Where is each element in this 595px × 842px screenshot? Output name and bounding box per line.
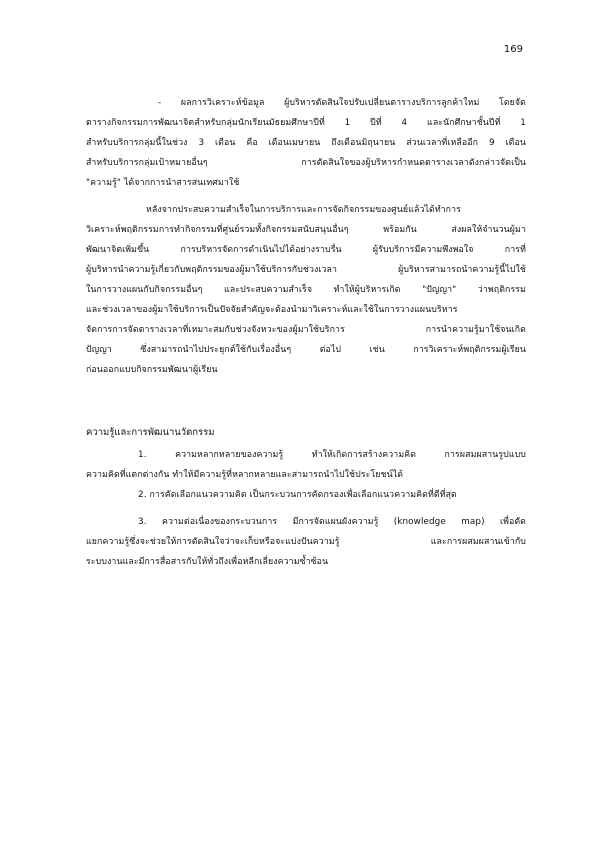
- text-line: ในการวางแผนกับกิจกรรมอื่นๆ และประสบความสำเร็จ ทำให้ผู้บริหารเกิด "ปัญญา" ว่าพฤติกรรม: [86, 285, 526, 295]
- text-line: จัดการการจัดตารางเวลาที่เหมาะสมกับช่วงจังหวะของผู้มาใช้บริการ การนำความรู้มาใช้จนเกิด: [86, 325, 526, 335]
- text-line: ผู้บริหารนำความรู้เกี่ยวกับพฤติกรรมของผู้มาใช้บริการกับช่วงเวลา ผู้บริหารสามารถนำความรู้นี้ไปใช้: [86, 265, 526, 275]
- text-line: 2. การคัดเลือกแนวความคิด เป็นกระบวนการคัดกรองเพื่อเลือกแนวความคิดที่ดีที่สุด: [138, 490, 457, 500]
- list-item-continuity: [86, 512, 526, 572]
- paragraph-success-wisdom: [86, 200, 526, 380]
- text-line: ปัญญา ซึ่งสามารถนำไปประยุกต์ใช้กับเรื่องอื่นๆ ต่อไป เช่น การวิเคราะห์พฤติกรรมผู้เรียน: [86, 345, 526, 355]
- text-line: หลังจากประสบความสำเร็จในการบริการและการจัดกิจกรรมของศูนย์แล้วได้ทำการ: [146, 205, 461, 215]
- text-line: พัฒนาจิตเพิ่มขึ้น การบริหารจัดการดำเนินไปได้อย่างราบรื่น ผู้รับบริการมีความพึงพอใจ การที่: [86, 245, 526, 255]
- text-line: "ความรู้" ได้จากการนำสารสนเทศมาใช้: [86, 178, 240, 188]
- text-line: ก่อนออกแบบกิจกรรมพัฒนาผู้เรียน: [86, 365, 218, 375]
- text-line: 1. ความหลากหลายของความรู้ ทำให้เกิดการสร้างความคิด การผสมผสานรูปแบบ: [138, 450, 526, 460]
- text-line: สำหรับบริการกลุ่มนี้ในช่วง 3 เดือน คือ เดือนเมษายน ถึงเดือนมิถุนายน ส่วนเวลาที่เหลืออีก 9 เดือน: [86, 138, 526, 148]
- text-line: 3. ความต่อเนื่องของกระบวนการ มีการจัดแผนผังความรู้ (knowledge map) เพื่อตัด: [138, 517, 526, 527]
- text-line: - ผลการวิเคราะห์ข้อมูล ผู้บริหารตัดสินใจปรับเปลี่ยนตารางบริการลูกค้าใหม่ โดยจัด: [158, 98, 526, 108]
- list-item-diversity: [86, 445, 526, 485]
- text-line: และช่วงเวลาของผู้มาใช้บริการเป็นปัจจัยสำคัญจะต้องนำมาวิเคราะห์และใช้ในการวางแผนบริหาร: [86, 305, 458, 315]
- section-heading: ความรู้และการพัฒนานวัตกรรม: [86, 427, 215, 438]
- text-line: วิเคราะห์พฤติกรรมการทำกิจกรรมที่ศูนย์รวมทั้งกิจกรรมสนับสนุนอื่นๆ พร้อมกัน ส่งผลให้จำนวนผู้มา: [86, 225, 526, 235]
- list-item-selection: [86, 485, 526, 505]
- text-line: ความคิดที่แตกต่างกัน ทำให้มีความรู้ที่หลากหลายและสามารถนำไปใช้ประโยชน์ได้: [86, 470, 404, 480]
- text-line: สำหรับบริการกลุ่มเป้าหมายอื่นๆ การตัดสินใจของผู้บริหารกำหนดตารางเวลาดังกล่าวจัดเป็น: [86, 158, 526, 168]
- text-line: ระบบงานและมีการสื่อสารกับให้ทั่วถึงเพื่อหลีกเลี่ยงความซ้ำซ้อน: [86, 557, 329, 567]
- text-line: ตารางกิจกรรมการพัฒนาจิตสำหรับกลุ่มนักเรียนมัธยมศึกษาปีที่ 1 ปีที่ 4 และนักศึกษาชั้นปีที่ 1: [86, 118, 526, 128]
- paragraph-analysis-result: [86, 93, 526, 193]
- text-line: แยกความรู้ซึ่งจะช่วยให้การตัดสินใจว่าจะเก็บหรือจะแบ่งปันความรู้ และการผสมผสานเข้ากับ: [86, 537, 526, 547]
- page-number: 169: [503, 44, 523, 55]
